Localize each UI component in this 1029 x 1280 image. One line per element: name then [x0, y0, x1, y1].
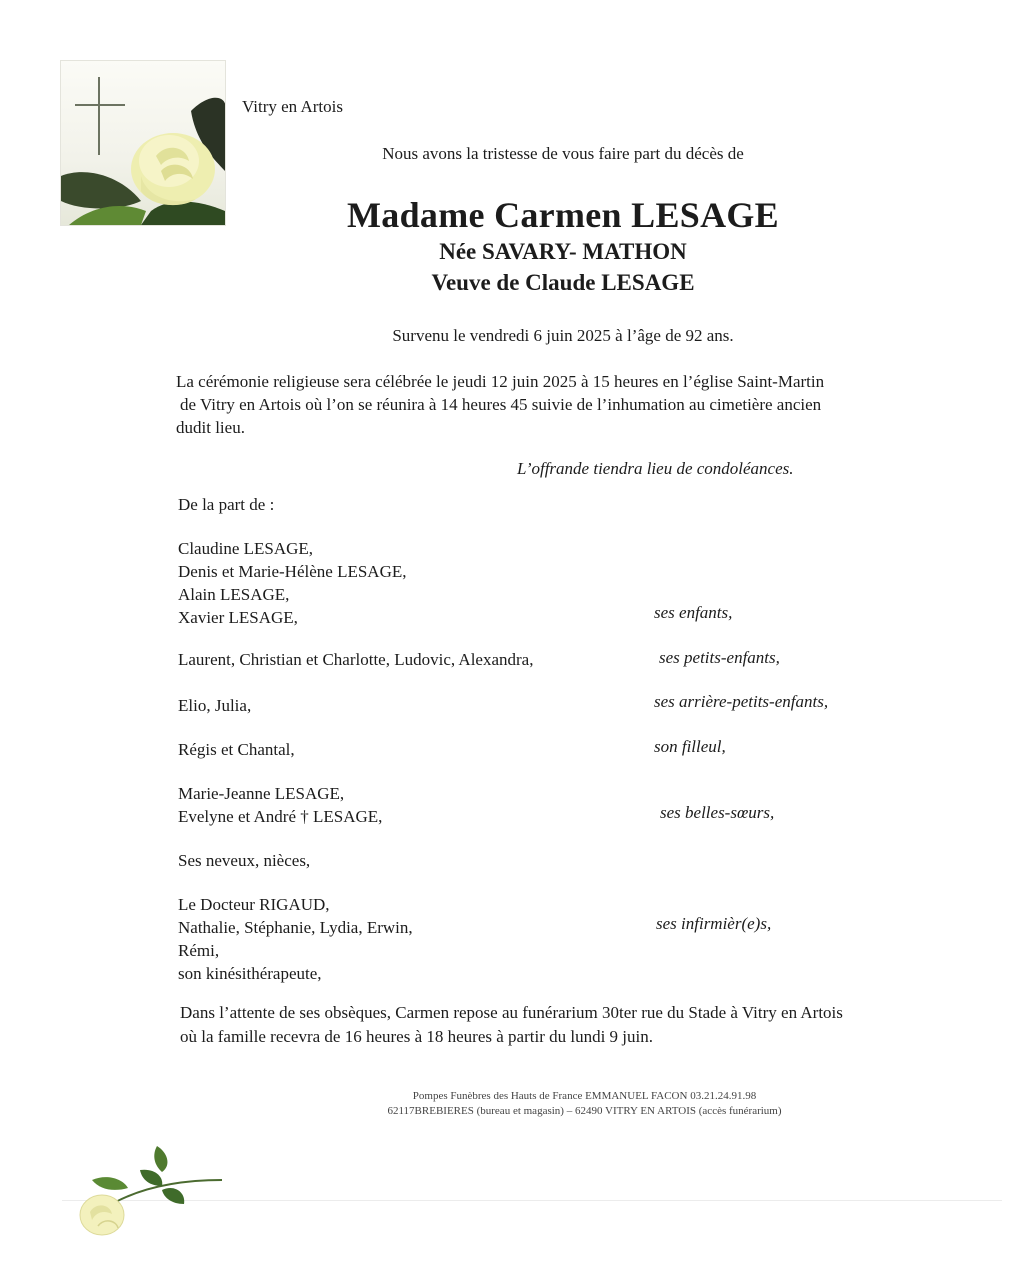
footer-line: Pompes Funèbres des Hauts de France EMMANUEL FACON 03.21.24.91.98 [412, 1090, 757, 1102]
relation-label: ses belles-sœurs, [660, 803, 775, 822]
deceased-name: Madame Carmen LESAGE [347, 195, 779, 235]
death-date-text: Survenu le vendredi 6 juin 2025 à l’âge de 92 ans. [392, 326, 734, 345]
family-group-great-grandchildren [178, 694, 251, 717]
family-line: Laurent, Christian et Charlotte, Ludovic, Alexandra, [178, 650, 534, 669]
ceremony-paragraph [176, 370, 896, 439]
family-name: Rémi, [178, 941, 220, 960]
family-line: Le Docteur RIGAUD, [178, 895, 330, 914]
family-line: Elio, Julia, [178, 696, 252, 715]
funerarium-line: Dans l’attente de ses obsèques, Carmen repose au funérarium 30ter rue du Stade à Vitry en Artois [180, 1003, 843, 1022]
family-group-godson [178, 738, 295, 761]
relation-label: ses petits-enfants, [659, 648, 780, 667]
relation-label: ses enfants, [654, 603, 733, 622]
rose-branch-image [62, 1140, 242, 1250]
intro-text: Nous avons la tristesse de vous faire part du décès de [382, 144, 744, 163]
family-line: Claudine LESAGE, [178, 539, 314, 558]
family-line: Marie-Jeanne LESAGE, [178, 784, 345, 803]
family-line [178, 939, 413, 985]
ceremony-line: dudit lieu. [176, 418, 245, 437]
maiden-name: Née SAVARY- MATHON [439, 239, 687, 264]
family-line: Denis et Marie-Hélène LESAGE, [178, 562, 407, 581]
family-group-children [178, 537, 406, 629]
family-group-nephews [178, 849, 310, 872]
funeral-home-footer [0, 1089, 1029, 1119]
family-line: Régis et Chantal, [178, 740, 295, 759]
offrande-note: L’offrande tiendra lieu de condoléances. [517, 459, 794, 478]
footer-line: 62117BREBIERES (bureau et magasin) – 62490 VITRY EN ARTOIS (accès funérarium) [387, 1105, 782, 1117]
family-line: Ses neveux, nièces, [178, 851, 311, 870]
family-line: Nathalie, Stéphanie, Lydia, Erwin, [178, 918, 413, 937]
relation-label: ses infirmièr(e)s, [656, 914, 772, 933]
ceremony-line: La cérémonie religieuse sera célébrée le jeudi 12 juin 2025 à 15 heures en l’église Saint-Martin [176, 372, 825, 391]
family-line: Alain LESAGE, [178, 585, 290, 604]
family-group-nurses [178, 893, 413, 985]
ceremony-line: de Vitry en Artois où l’on se réunira à 14 heures 45 suivie de l’inhumation au cimetière ancien [180, 395, 822, 414]
widow-of: Veuve de Claude LESAGE [431, 270, 695, 295]
from-label: De la part de : [178, 495, 275, 514]
relation-label: son filleul, [654, 737, 726, 756]
family-line: Xavier LESAGE, [178, 608, 298, 627]
family-group-grandchildren [178, 648, 533, 671]
town-label: Vitry en Artois [242, 97, 343, 116]
family-line: Evelyne et André † LESAGE, [178, 807, 383, 826]
funerarium-paragraph [180, 1001, 960, 1049]
family-role: son kinésithérapeute, [178, 964, 322, 983]
relation-label: ses arrière-petits-enfants, [654, 692, 829, 711]
family-group-sisters-in-law [178, 782, 382, 828]
funerarium-line: où la famille recevra de 16 heures à 18 heures à partir du lundi 9 juin. [180, 1027, 653, 1046]
